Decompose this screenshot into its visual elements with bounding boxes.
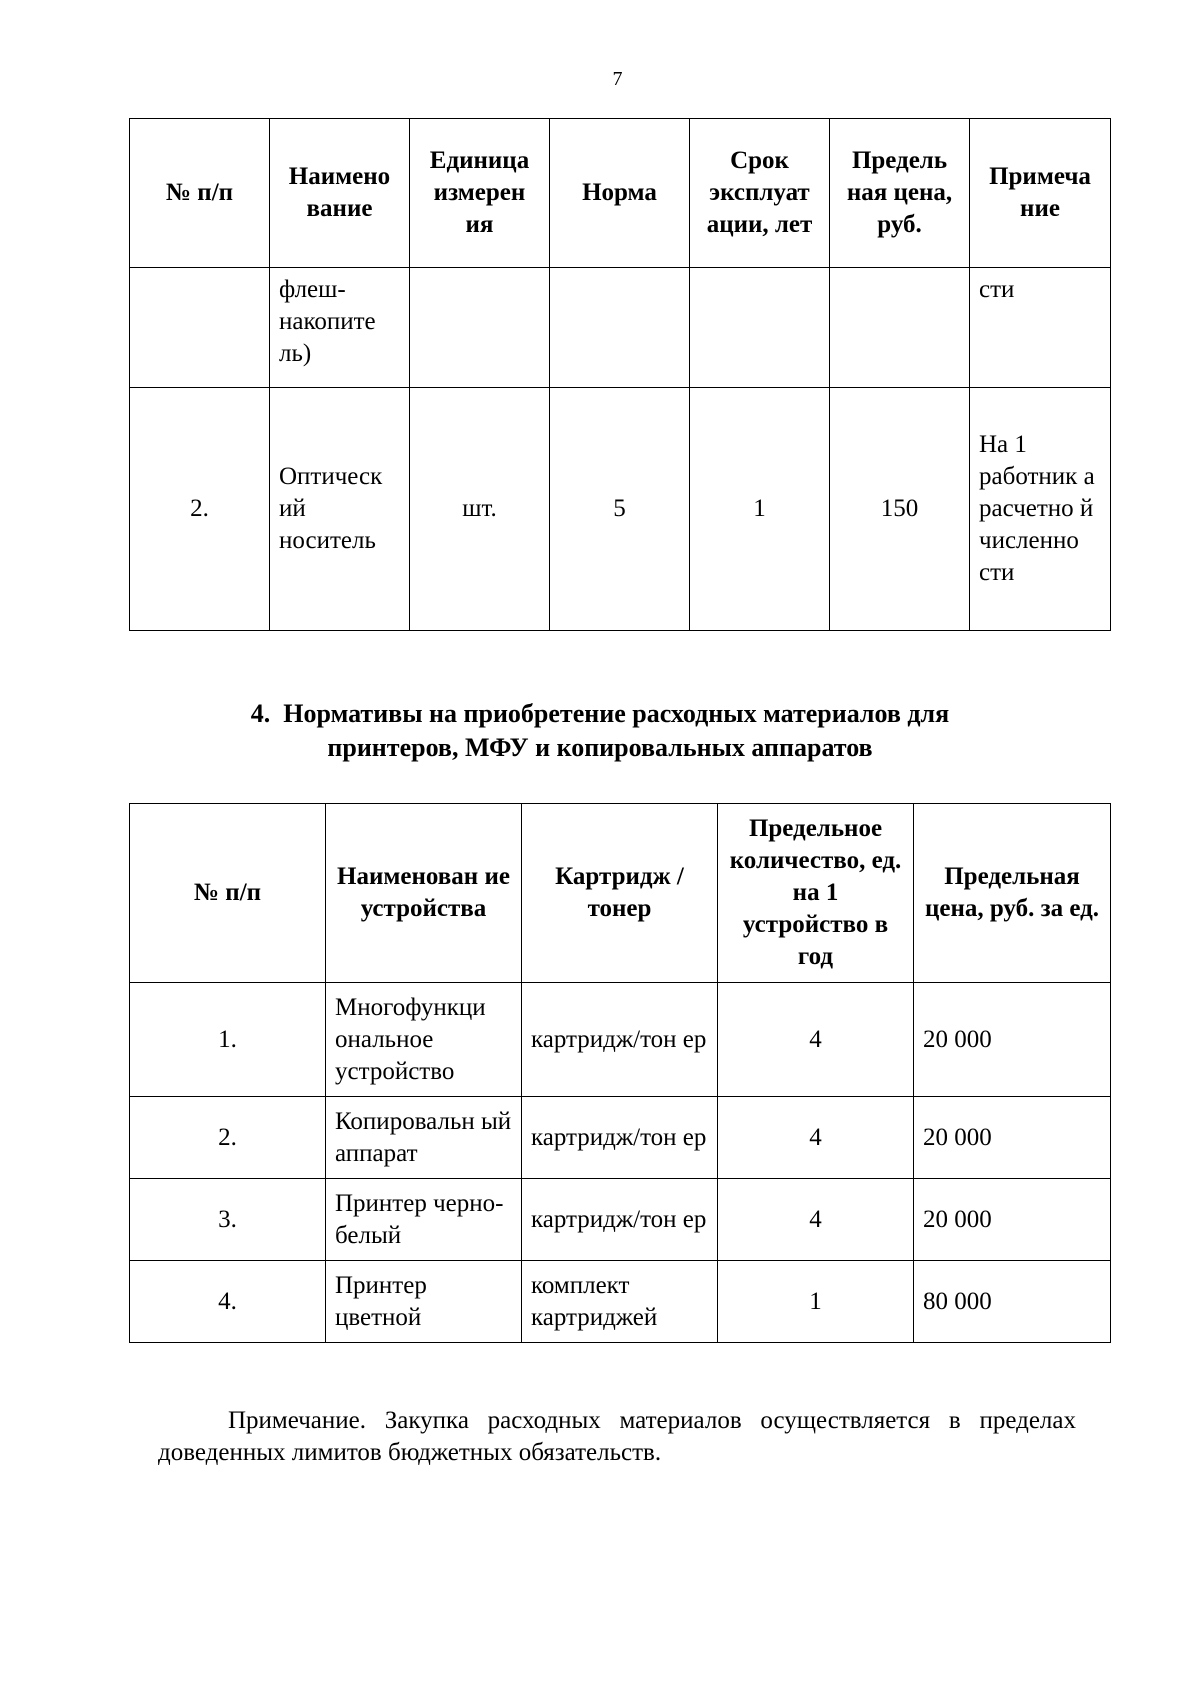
cell-max-price: 20 000 [914, 983, 1111, 1097]
table-row [130, 1261, 1111, 1343]
header-device-name: Наименован ие устройства [326, 804, 522, 983]
cell-cartridge-toner: комплект картриджей [522, 1261, 718, 1343]
cell-service-life [690, 268, 830, 388]
cell-number: 4. [130, 1261, 326, 1343]
cell-max-price: 20 000 [914, 1097, 1111, 1179]
cell-name: флеш-накопите ль) [270, 268, 410, 388]
cell-number: 2. [130, 388, 270, 631]
header-note: Примеча ние [970, 119, 1111, 268]
header-name: Наимено вание [270, 119, 410, 268]
cell-cartridge-toner: картридж/тон ер [522, 1097, 718, 1179]
table-header-row [130, 119, 1111, 268]
cell-unit: шт. [410, 388, 550, 631]
cell-device-name: Многофункци ональное устройство [326, 983, 522, 1097]
header-norm: Норма [550, 119, 690, 268]
cell-note: сти [970, 268, 1111, 388]
page-number: 7 [612, 68, 623, 90]
cell-number: 2. [130, 1097, 326, 1179]
consumables-norms-table [129, 803, 1111, 1343]
cell-name: Оптическ ий носитель [270, 388, 410, 631]
section-heading-line: 4. Нормативы на приобретение расходных материалов для [250, 699, 950, 728]
cell-max-price: 80 000 [914, 1261, 1111, 1343]
header-max-price: Предель ная цена, руб. [830, 119, 970, 268]
cell-max-quantity: 4 [718, 983, 914, 1097]
cell-max-quantity: 4 [718, 1097, 914, 1179]
cell-cartridge-toner: картридж/тон ер [522, 983, 718, 1097]
cell-number: 3. [130, 1179, 326, 1261]
section-heading-line: принтеров, МФУ и копировальных аппаратов [327, 733, 873, 762]
cell-service-life: 1 [690, 388, 830, 631]
table-row [130, 1179, 1111, 1261]
header-unit: Единица измерен ия [410, 119, 550, 268]
cell-max-price [830, 268, 970, 388]
cell-max-price: 150 [830, 388, 970, 631]
cell-device-name: Принтер черно-белый [326, 1179, 522, 1261]
cell-number: 1. [130, 983, 326, 1097]
note-paragraph: Примечание. Закупка расходных материалов осуществляется в пределах доведенных лимитов бюджетных обязательств. [158, 1407, 1076, 1466]
cell-unit [410, 268, 550, 388]
cell-max-quantity: 1 [718, 1261, 914, 1343]
cell-note: На 1 работник а расчетно й численно сти [970, 388, 1111, 631]
equipment-norms-table-continued [129, 118, 1111, 631]
cell-max-price: 20 000 [914, 1179, 1111, 1261]
table-header-row [130, 804, 1111, 983]
section-heading [0, 697, 1200, 765]
header-service-life: Срок эксплуат ации, лет [690, 119, 830, 268]
header-number: № п/п [130, 119, 270, 268]
table-row [130, 268, 1111, 388]
cell-norm: 5 [550, 388, 690, 631]
table-row [130, 388, 1111, 631]
cell-max-quantity: 4 [718, 1179, 914, 1261]
header-max-quantity: Предельное количество, ед. на 1 устройство в год [718, 804, 914, 983]
cell-norm [550, 268, 690, 388]
cell-device-name: Копировальн ый аппарат [326, 1097, 522, 1179]
header-cartridge-toner: Картридж / тонер [522, 804, 718, 983]
header-max-price: Предельная цена, руб. за ед. [914, 804, 1111, 983]
cell-number [130, 268, 270, 388]
header-number: № п/п [130, 804, 326, 983]
cell-device-name: Принтер цветной [326, 1261, 522, 1343]
table-row [130, 983, 1111, 1097]
cell-cartridge-toner: картридж/тон ер [522, 1179, 718, 1261]
table-row [130, 1097, 1111, 1179]
